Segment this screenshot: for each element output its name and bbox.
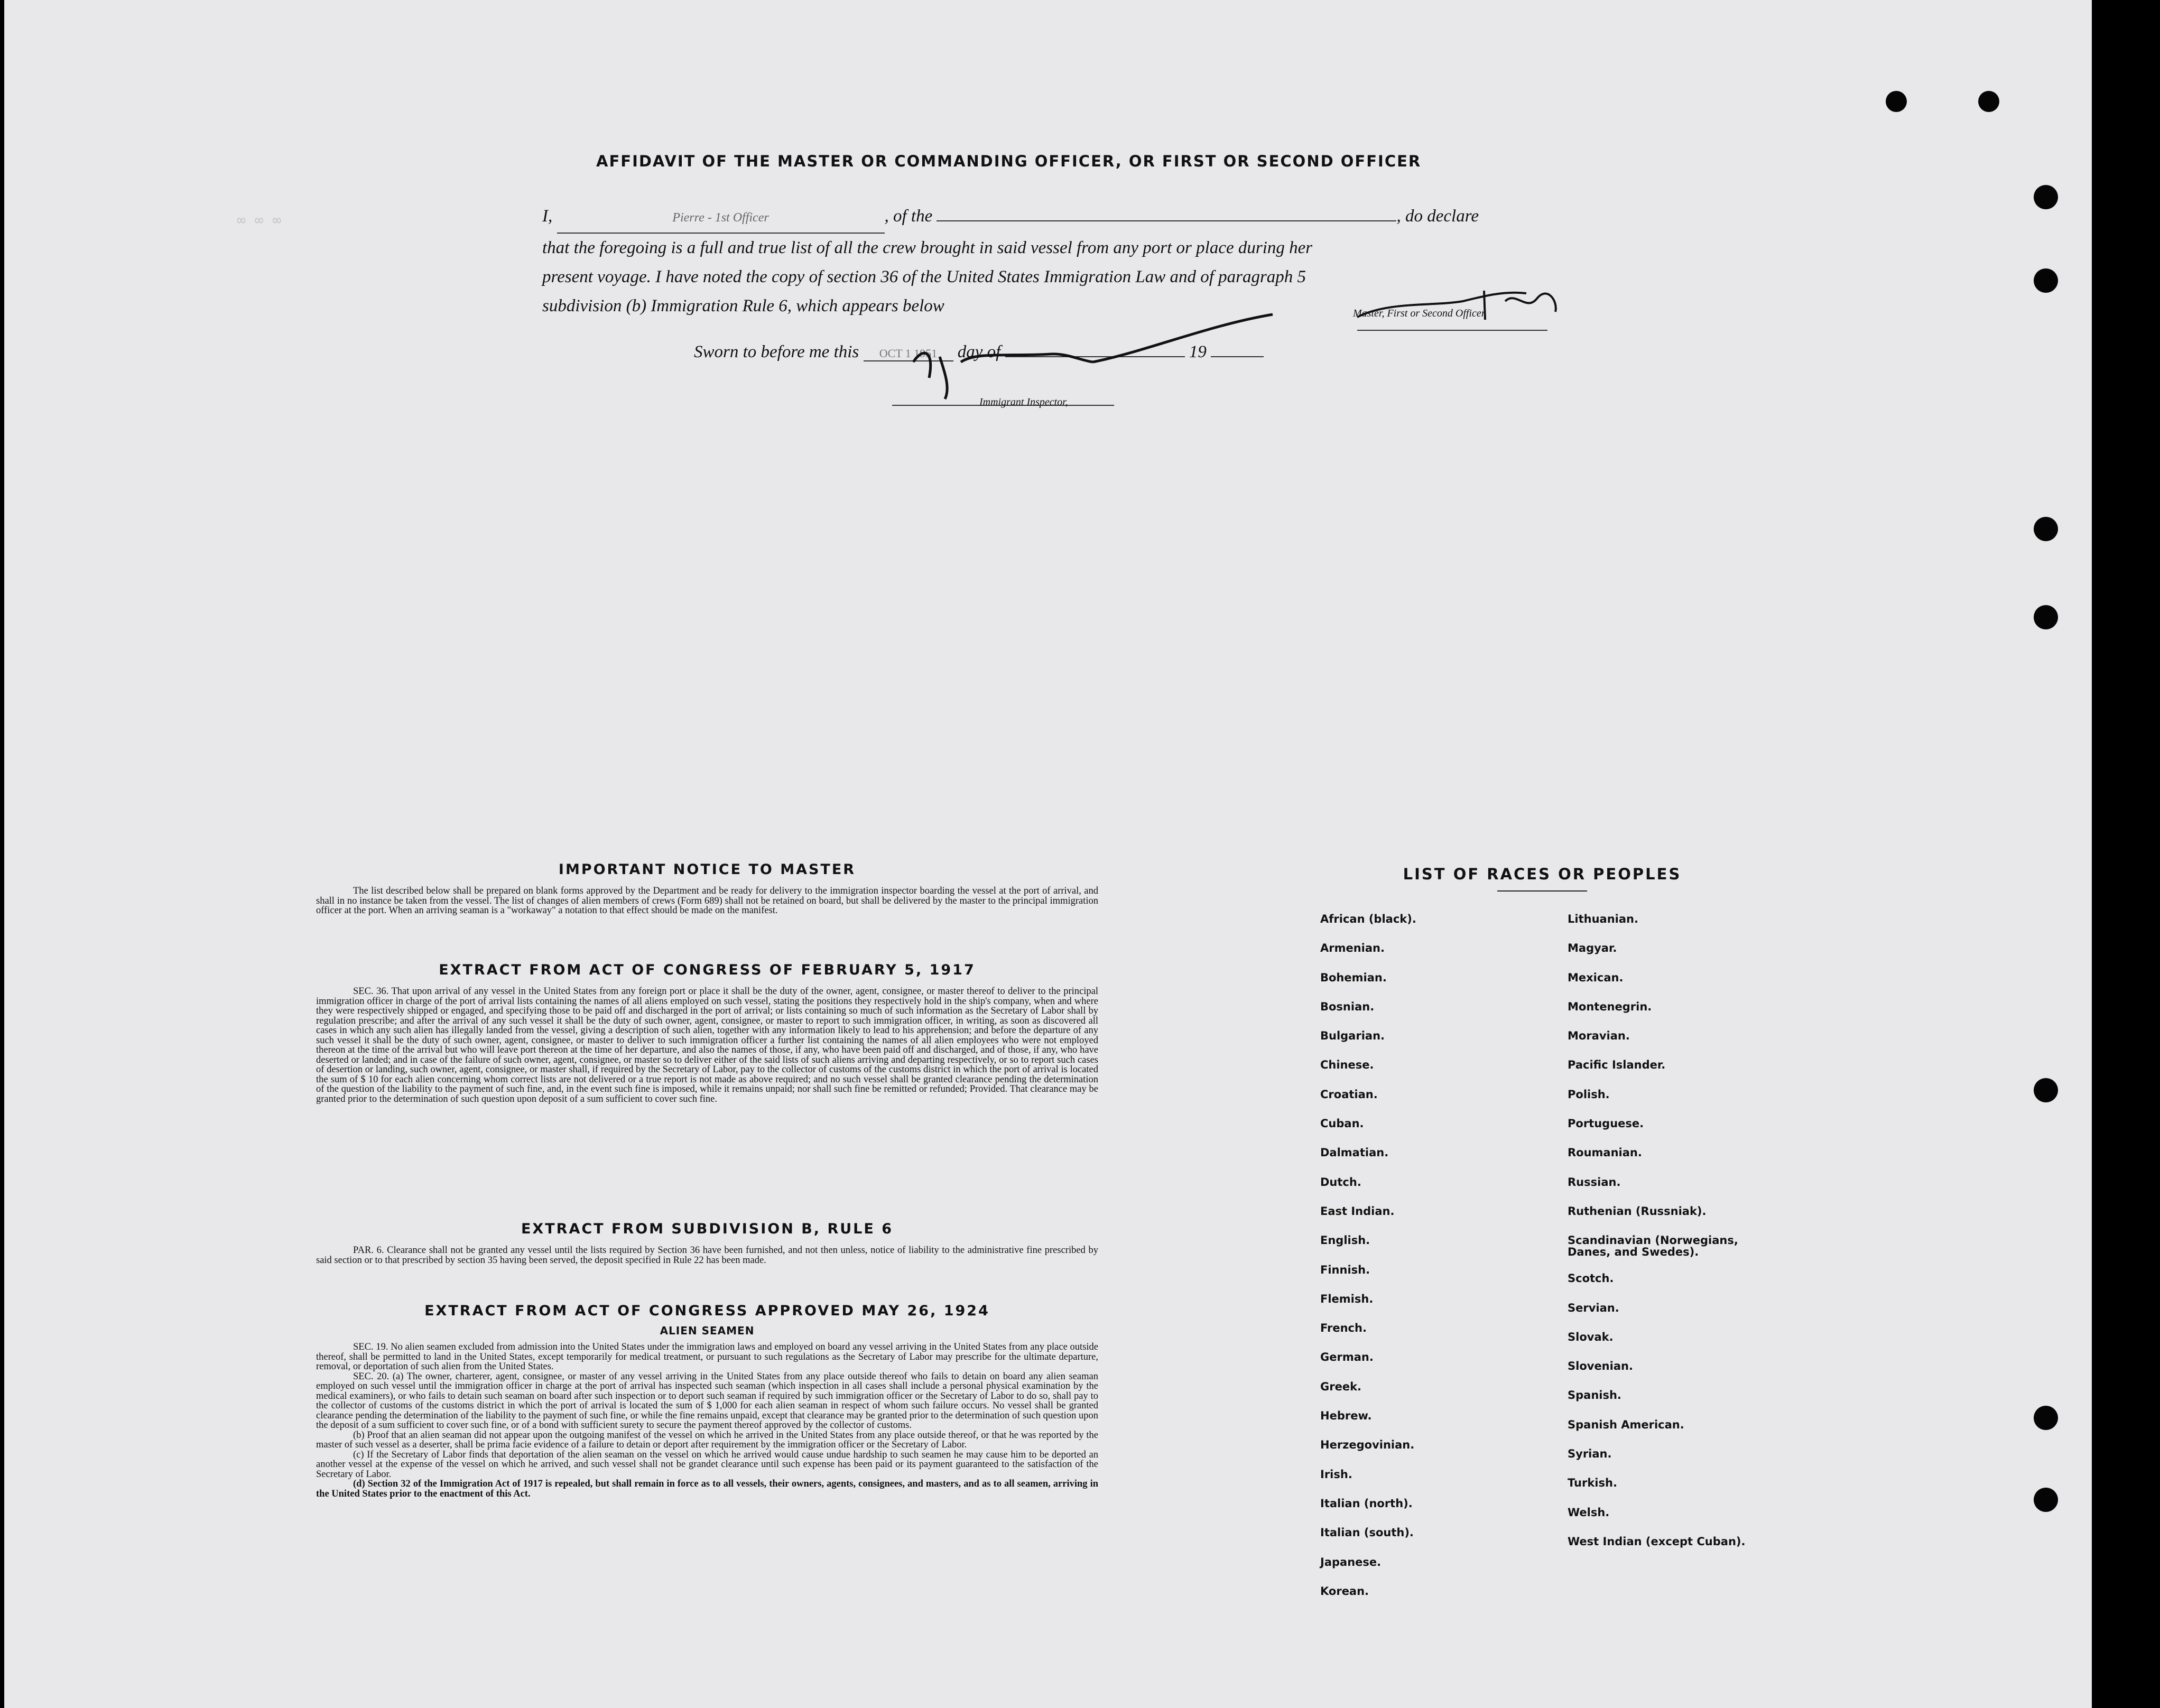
race-item: Montenegrin.	[1568, 1000, 1652, 1013]
race-item: Slovak.	[1568, 1330, 1614, 1343]
race-item: Italian (south).	[1320, 1526, 1414, 1539]
race-item: Syrian.	[1568, 1447, 1612, 1461]
officer-name-field: Pierre - 1st Officer	[557, 203, 885, 234]
document-page	[4, 0, 2092, 1708]
races-section	[1304, 865, 1780, 892]
race-item: Pacific Islander.	[1568, 1059, 1666, 1072]
sworn-day-of: day of	[957, 342, 1001, 361]
affidavit-title: AFFIDAVIT OF THE MASTER OR COMMANDING OFFICER, OR FIRST OR SECOND OFFICER	[596, 152, 1422, 170]
race-item: Bosnian.	[1320, 1000, 1375, 1013]
race-item: East Indian.	[1320, 1204, 1395, 1218]
extract-rule6-text	[316, 1246, 1098, 1265]
inspector-caption: Immigrant Inspector,	[979, 396, 1068, 408]
extract-rule6-paragraph: PAR. 6. Clearance shall not be granted any vessel until the lists required by Section 36 have been furnished, and not then unless, notice of liability to the administrative fine prescribed by said section or to that prescribed by section 35 having been served, the deposit specified in Rule 22 has been made.	[316, 1245, 1098, 1266]
race-item: Armenian.	[1320, 942, 1385, 955]
race-item: Greek.	[1320, 1380, 1362, 1393]
affidavit-of-the: , of the	[884, 207, 933, 226]
affidavit-prefix: I,	[542, 207, 553, 226]
races-left-column	[1320, 913, 1532, 1614]
races-title: LIST OF RACES OR PEOPLES	[1403, 865, 1682, 883]
races-title-rule	[1497, 890, 1587, 892]
race-item: Dutch.	[1320, 1175, 1361, 1189]
affidavit-line-3: present voyage. I have noted the copy of section 36 of the United States Immigration Law and of paragraph 5	[542, 267, 1306, 286]
extract-1924-text	[316, 1342, 1098, 1499]
race-item: Turkish.	[1568, 1477, 1617, 1490]
extract-1924-paragraph: (d) Section 32 of the Immigration Act of 1917 is repealed, but shall remain in force as to all vessels, their owners, agents, consignees, and masters, and as to all seamen, arriving in the United States prior to the enactment of this Act.	[316, 1479, 1098, 1499]
race-item: Scotch.	[1568, 1272, 1614, 1285]
race-item: Ruthenian (Russniak).	[1568, 1204, 1707, 1218]
race-item: Moravian.	[1568, 1029, 1630, 1043]
race-item: Servian.	[1568, 1301, 1619, 1314]
race-item: Japanese.	[1320, 1555, 1382, 1568]
race-item: Chinese.	[1320, 1059, 1374, 1072]
extract-1917-text	[316, 987, 1098, 1104]
extract-1924-section	[316, 1303, 1098, 1499]
race-item: Hebrew.	[1320, 1409, 1372, 1423]
punch-hole	[2034, 1406, 2058, 1430]
important-notice-section	[316, 861, 1098, 916]
punch-hole	[2034, 517, 2058, 541]
race-item: Italian (north).	[1320, 1497, 1413, 1510]
vessel-name-field	[937, 220, 1396, 221]
signer-caption: Master, First or Second Officer,	[1353, 308, 1487, 319]
race-item: Russian.	[1568, 1175, 1621, 1189]
important-notice-title: IMPORTANT NOTICE TO MASTER	[558, 861, 856, 878]
race-item: Roumanian.	[1568, 1146, 1642, 1159]
race-item: Flemish.	[1320, 1292, 1374, 1305]
punch-hole	[2034, 1488, 2058, 1512]
race-item: Spanish American.	[1568, 1418, 1684, 1431]
extract-1917-section	[316, 962, 1098, 1104]
sworn-year: 19	[1189, 342, 1207, 361]
race-item: Croatian.	[1320, 1088, 1378, 1101]
inspector-signature	[892, 304, 1304, 410]
punch-hole	[2034, 1078, 2058, 1102]
race-item: Mexican.	[1568, 971, 1624, 984]
extract-1924-paragraph: (c) If the Secretary of Labor finds that deportation of the alien seaman on the vessel on which he arrived would cause undue hardship to such seamen he may cause him to be deported an another vessel at the expense of the vessel on which he arrived, and such vessel shall not be grandet clearance until such expense has been paid or its payment guaranteed to the satisfaction of the Secretary of Labor.	[316, 1449, 1098, 1480]
sworn-date-stamp: OCT 1 1951	[864, 347, 953, 361]
race-item: Polish.	[1568, 1088, 1610, 1101]
punch-hole	[2034, 605, 2058, 629]
race-item: Bulgarian.	[1320, 1029, 1385, 1043]
extract-1924-title: EXTRACT FROM ACT OF CONGRESS APPROVED MAY 26, 1924	[424, 1303, 990, 1319]
punch-hole	[1978, 91, 1999, 112]
extract-1924-paragraph: (b) Proof that an alien seaman did not appear upon the outgoing manifest of the vessel on which he arrived in the United States from any place outside thereof, or that he was reported by the master of such vessel as a deserter, shall be prima facie evidence of a failure to detain or deport after requirement by the immigration officer or the Secretary of Labor.	[316, 1429, 1098, 1450]
punch-hole	[2034, 268, 2058, 293]
extract-rule6-section	[316, 1221, 1098, 1265]
race-item: Scandinavian (Norwegians, Danes, and Swedes).	[1568, 1234, 1738, 1259]
race-item: Welsh.	[1568, 1506, 1610, 1519]
extract-1924-subtitle: ALIEN SEAMEN	[660, 1324, 755, 1337]
race-item: English.	[1320, 1234, 1370, 1247]
bleed-through-mark: ∞ ∞ ∞	[237, 211, 282, 229]
affidavit-line-4: subdivision (b) Immigration Rule 6, which appears below	[542, 296, 944, 315]
race-item: West Indian (except Cuban).	[1568, 1535, 1746, 1548]
race-item: Slovenian.	[1568, 1360, 1633, 1373]
race-item: French.	[1320, 1322, 1367, 1335]
punch-hole	[1886, 91, 1907, 112]
race-item: Dalmatian.	[1320, 1146, 1389, 1159]
race-item: Spanish.	[1568, 1389, 1621, 1402]
races-right-column	[1568, 913, 1768, 1574]
important-notice-text	[316, 886, 1098, 916]
important-notice-paragraph: The list described below shall be prepared on blank forms approved by the Department and be ready for delivery to the immigration inspector boarding the vessel at the port of arrival, and shall in no instance be taken from the vessel. The list of changes of alien members of crews (Form 689) shall not be retained on board, but shall be delivered by the master to the principal immigration officer at the port. When an arriving seaman is a "workaway" a notation to that effect should be made on the manifest.	[316, 886, 1098, 916]
race-item: Korean.	[1320, 1584, 1369, 1598]
race-item: Bohemian.	[1320, 971, 1387, 984]
sworn-prefix: Sworn to before me this	[694, 342, 859, 361]
race-item: Irish.	[1320, 1468, 1352, 1481]
race-item: German.	[1320, 1351, 1374, 1364]
affidavit-declare: , do declare	[1396, 207, 1479, 226]
race-item: Portuguese.	[1568, 1117, 1644, 1130]
race-item: Magyar.	[1568, 942, 1617, 955]
extract-1924-paragraph: SEC. 20. (a) The owner, charterer, agent, consignee, or master of any vessel arriving in the United States from any place outside thereof who fails to detain on board any alien seaman employed on such vessel until the immigration officer in charge at the port of arrival has inspected such seaman (which inspection in all cases shall include a personal physical examination by the medical examiners), or who fails to detain such seaman on board after such inspection or to deport such seaman if required by such immigration officer or the Secretary of Labor to do so, shall pay to the collector of customs of the customs district in which the port of arrival is located the sum of $ 1,000 for each alien seaman in respect of whom such failure occurs. No vessel shall be granted clearance pending the determination of the liability to the payment of such fine, or while the fine remains unpaid, except that clearance may be granted prior to the determination of such question upon the deposit of a sum sufficient to cover such fine, or of a bond with sufficient surety to secure the payment thereof approved by the collector of customs.	[316, 1371, 1098, 1431]
race-item: African (black).	[1320, 913, 1416, 925]
extract-rule6-title: EXTRACT FROM SUBDIVISION B, RULE 6	[521, 1221, 894, 1237]
extract-1924-paragraph: SEC. 19. No alien seamen excluded from admission into the United States under the immigration laws and employed on board any vessel arriving in the United States from any place outside thereof, shall be permitted to land in the United States, except temporarily for medical treatment, or pursuant to such regulations as the Secretary of Labor may prescribe for the ultimate departure, removal, or deportation of such alien from the United States.	[316, 1342, 1098, 1372]
punch-hole	[2034, 185, 2058, 209]
affidavit-line-2: that the foregoing is a full and true list of all the crew brought in said vessel from any port or place during her	[542, 238, 1313, 257]
extract-1917-paragraph: SEC. 36. That upon arrival of any vessel in the United States from any foreign port or place it shall be the duty of the owner, agent, consignee, or master thereof to deliver to the principal immigration officer in charge of the port of arrival lists containing the names of all aliens employed on such vessel, stating the positions they respectively hold in the ship's company, when and where they were respectively shipped or engaged, and specifying those to be paid off and discharged in the port of arrival; or lists containing so much of such information as the Secretary of Labor shall by regulation prescribe; and after the arrival of any such vessel it shall be the duty of such owner, agent, consignee, or master to report to such immigration officer, in writing, as soon as discovered all cases in which any such alien has illegally landed from the vessel, giving a description of such alien, together with any information likely to lead to his apprehension; and before the departure of any such vessel it shall be the duty of such owner, agent, consignee, or master to deliver to such immigration officer a further list containing the names of all alien employees who were not employed thereon at the time of the arrival but who will leave port thereon at the time of her departure, and also the names of those, if any, who have been paid off and discharged, and of those, if any, who have deserted or landed; and in case of the failure of such owner, agent, consignee, or master so to deliver either of the said lists of such aliens arriving and departing respectively, or so to report such cases of desertion or landing, such owner, agent, consignee, or master shall, if required by the Secretary of Labor, pay to the collector of customs of the customs district in which the port of arrival is located the sum of $ 10 for each alien concerning whom correct lists are not delivered or a true report is not made as above required; and no such vessel shall be granted clearance pending the determination of the question of the liability to the payment of such fine, and, in the event such fine is imposed, while it remains unpaid; nor shall such fine be remitted or refunded; Provided. That clearance may be granted prior to the determination of such question upon deposit of a sum sufficient to cover such fine.	[316, 986, 1098, 1104]
race-item: Herzegovinian.	[1320, 1438, 1415, 1452]
extract-1917-title: EXTRACT FROM ACT OF CONGRESS OF FEBRUARY 5, 1917	[439, 962, 976, 978]
race-item: Cuban.	[1320, 1117, 1364, 1130]
race-item: Finnish.	[1320, 1263, 1370, 1276]
race-item: Lithuanian.	[1568, 913, 1638, 925]
